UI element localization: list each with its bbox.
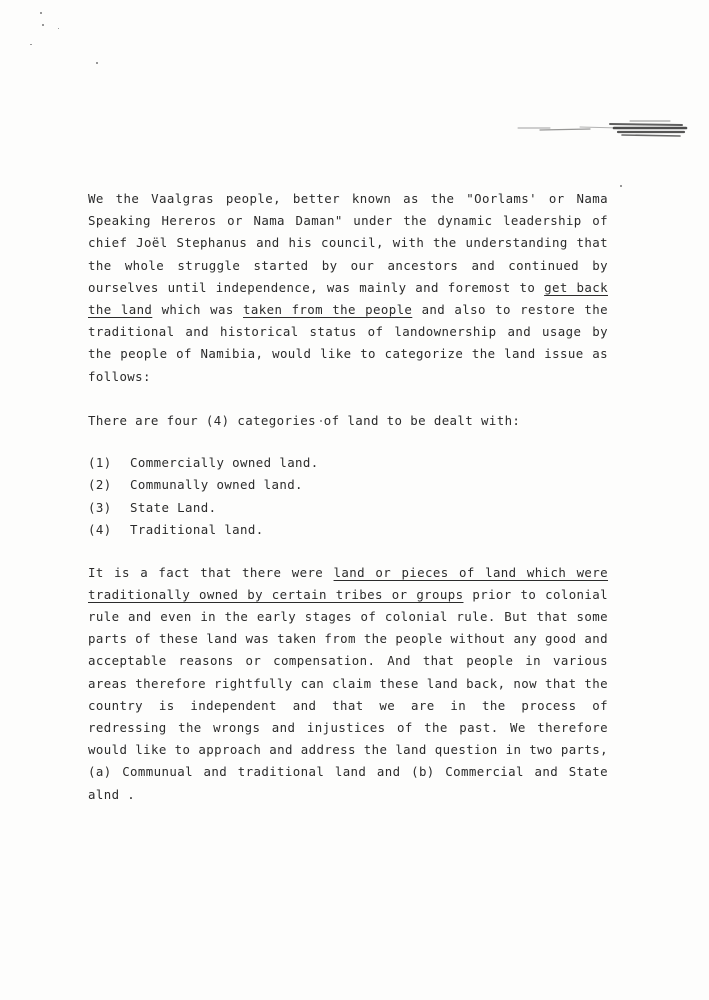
scan-speck [42, 24, 44, 26]
underlined-phrase-taken-from-the-people: taken from the people [243, 302, 413, 318]
intro-paragraph [88, 188, 608, 388]
list-item-label: Commercially owned land. [130, 455, 319, 471]
intro-text-1: We the Vaalgras people, better known as the "Oorlams' or Nama Speaking Hereros or Nama Daman" under the dynamic leadership of chief Joël Stephanus and his council, with the understanding that the whole struggle started by our ancestors and continued by ourselves until independence, was mainly and foremost to [88, 191, 608, 295]
scan-speck [40, 12, 42, 14]
land-claim-paragraph [88, 562, 608, 806]
scan-smudge [510, 118, 688, 142]
list-item-label: Traditional land. [130, 522, 264, 538]
list-item-label: State Land. [130, 499, 217, 515]
underlined-phrase-traditionally-owned-land: land or pieces of land which were traditionally owned by certain tribes or groups [88, 564, 609, 602]
scan-speck [96, 62, 98, 64]
list-item [88, 474, 608, 496]
claim-text-2: prior to colonial rule and even in the early stages of colonial rule. But that some parts of these land was taken from the people without any good and acceptable reasons or compensation. And that people in various areas therefore rightfully can claim these land back, now that the country is independent and that we are in the process of redressing the wrongs and injustices of the past. We therefore would like to approach and address the land question in two parts, (a) Communual and traditional land and (b) Commercial and State alnd . [88, 586, 608, 802]
list-item-number: (4) [88, 522, 112, 538]
list-item-label: Communally owned land. [130, 477, 303, 493]
list-item [88, 497, 608, 519]
list-item-number: (1) [88, 455, 112, 471]
list-item-number: (3) [88, 499, 112, 515]
categories-intro-paragraph: There are four (4) categories of land to be dealt with: [88, 412, 521, 428]
intro-text-3: and also to restore the traditional and historical status of landownership and usage by the people of Namibia, would like to categorize the land issue as follows: [88, 302, 608, 384]
document-body [88, 188, 608, 806]
underlined-phrase-get-back-the-land: get back the land [88, 279, 608, 318]
scan-speck [58, 28, 59, 29]
list-item [88, 452, 608, 474]
intro-text-2: which was [152, 302, 243, 318]
land-categories-list [88, 452, 608, 542]
scan-speck [30, 44, 32, 45]
scan-speck [620, 185, 622, 187]
list-item-number: (2) [88, 477, 112, 493]
list-item [88, 519, 608, 541]
claim-text-1: It is a fact that there were [88, 564, 334, 580]
